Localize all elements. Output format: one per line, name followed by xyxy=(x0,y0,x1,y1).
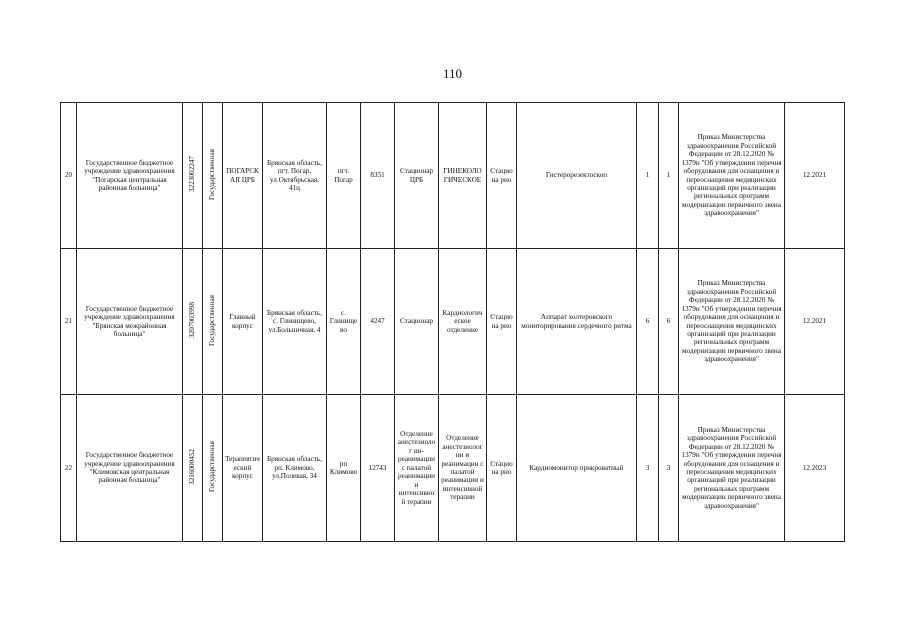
inn-cell xyxy=(183,103,203,249)
equipment-table xyxy=(60,102,845,542)
equipment-name: Кардиомонитор прикроватный xyxy=(517,395,637,542)
equipment-name: Гистерорезектоскоп xyxy=(517,103,637,249)
address: Брянская область, с. Глинищево, ул.Больничная, 4 xyxy=(263,249,327,395)
institution-name: Государственное бюджетное учреждение здравоохранения "Погарская центральная районная больница" xyxy=(77,103,183,249)
inn-cell xyxy=(183,249,203,395)
care-type: Стациона рно xyxy=(487,395,517,542)
locality: рп Климово xyxy=(327,395,361,542)
ownership-cell xyxy=(203,103,223,249)
address: Брянская область, пгт. Погар, ул.Октябрьская, 41ц xyxy=(263,103,327,249)
code: 4247 xyxy=(361,249,395,395)
quantity-2: 6 xyxy=(659,249,679,395)
inn-value: 3216000452 xyxy=(188,448,197,485)
institution-name: Государственное бюджетное учреждение здравоохранения "Брянская межрайонная больница" xyxy=(77,249,183,395)
inn-value: 3223002247 xyxy=(188,156,197,193)
department: ГИНЕКОЛО ГИЧЕСКОЕ xyxy=(439,103,487,249)
care-type: Стациона рно xyxy=(487,249,517,395)
row-number: 22 xyxy=(61,395,77,542)
quantity-2: 3 xyxy=(659,395,679,542)
unit: Стационар xyxy=(395,249,439,395)
building-name: ПОГАРСК АЯ ЦРБ xyxy=(223,103,263,249)
quantity-1: 6 xyxy=(637,249,659,395)
quantity-1: 3 xyxy=(637,395,659,542)
legal-basis: Приказ Министерства здравоохранения Российской Федерации от 28.12.2020 № 1379н "Об утверждении перечня оборудования для оснащения и переоснащения медицинских организаций при реализации региональных программ модернизации первичного звена здравоохранения" xyxy=(679,249,785,395)
quantity-2: 1 xyxy=(659,103,679,249)
locality: с. Глинище во xyxy=(327,249,361,395)
ownership-value: Государственная xyxy=(208,294,217,346)
locality: пгт. Погар xyxy=(327,103,361,249)
page-number: 110 xyxy=(442,66,463,81)
inn-cell xyxy=(183,395,203,542)
ownership-value: Государственная xyxy=(208,148,217,200)
row-number: 20 xyxy=(61,103,77,249)
table-row xyxy=(61,103,845,249)
equipment-name: Аппарат холтеровского мониторирования сердечного ритма xyxy=(517,249,637,395)
quantity-1: 1 xyxy=(637,103,659,249)
ownership-cell xyxy=(203,249,223,395)
department: Кардиологич еское отделение xyxy=(439,249,487,395)
building-name: Терапевтич еский корпус xyxy=(223,395,263,542)
care-type: Стациона рно xyxy=(487,103,517,249)
unit: Отделение анестезиолог ии-реанимации с палатой реанимации и интенсивной терапии xyxy=(395,395,439,542)
date: 12.2023 xyxy=(785,395,845,542)
legal-basis: Приказ Министерства здравоохранения Российской Федерации от 28.12.2020 № 1379н "Об утверждении перечня оборудования для оснащения и переоснащения медицинских организаций при реализации региональных программ модернизации первичного звена здравоохранения" xyxy=(679,103,785,249)
table-row xyxy=(61,249,845,395)
address: Брянская область, рп. Климово, ул.Полевая, 34 xyxy=(263,395,327,542)
legal-basis: Приказ Министерства здравоохранения Российской Федерации от 28.12.2020 № 1379н "Об утверждении перечня оборудования для оснащения и переоснащения медицинских организаций при реализации региональных программ модернизации первичного звена здравоохранения" xyxy=(679,395,785,542)
table-row xyxy=(61,395,845,542)
inn-value: 3207003998 xyxy=(188,302,197,339)
date: 12.2021 xyxy=(785,103,845,249)
row-number: 21 xyxy=(61,249,77,395)
ownership-value: Государственная xyxy=(208,441,217,493)
ownership-cell xyxy=(203,395,223,542)
code: 12743 xyxy=(361,395,395,542)
institution-name: Государственное бюджетное учреждение здравоохранения "Климовская центральная районная больница" xyxy=(77,395,183,542)
date: 12.2021 xyxy=(785,249,845,395)
code: 8351 xyxy=(361,103,395,249)
unit: Стационар ЦРБ xyxy=(395,103,439,249)
department: Отделение анестезиолог ии и реанимации с палатой реанимации и интенсивной терапии xyxy=(439,395,487,542)
building-name: Главный корпус xyxy=(223,249,263,395)
